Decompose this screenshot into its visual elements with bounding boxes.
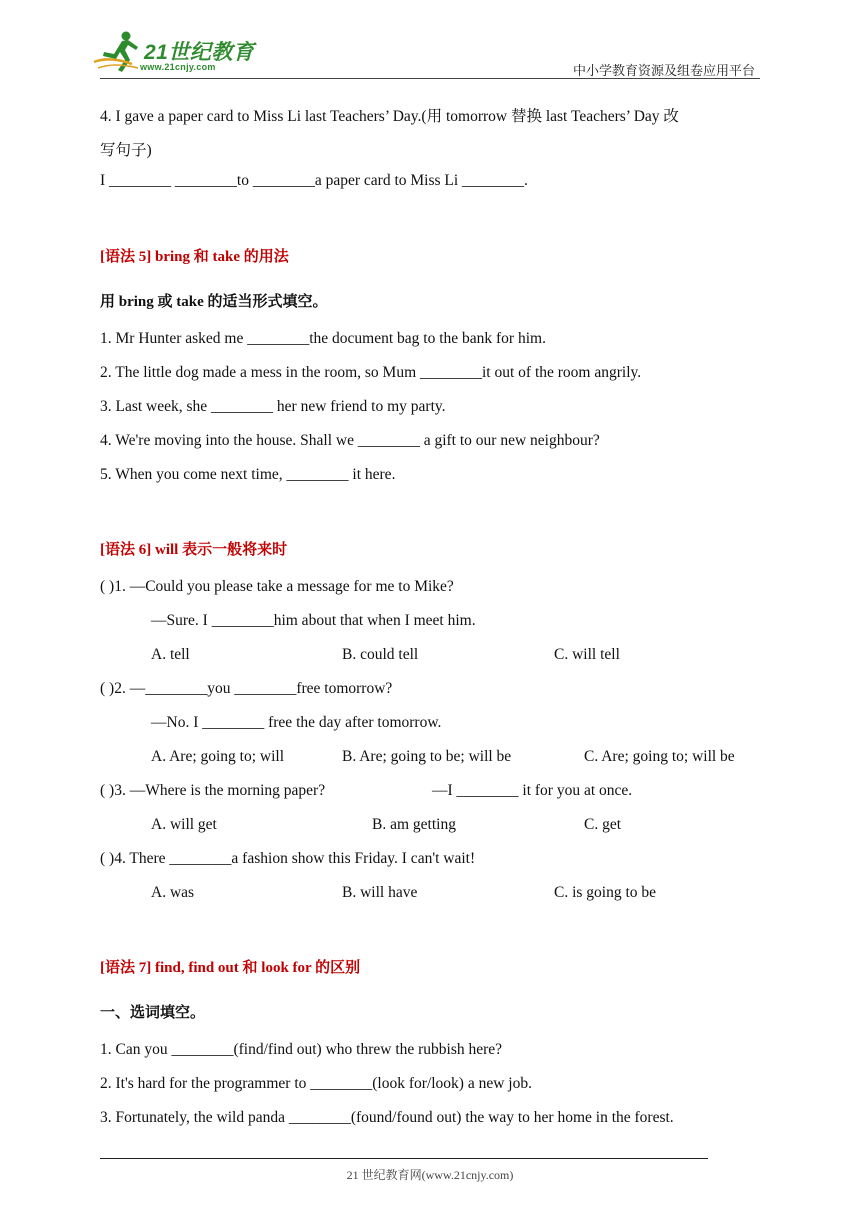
section-6-q4-option-a: A. was (151, 884, 195, 901)
section-5-item: 2. The little dog made a mess in the room, so Mum ________it out of the room angrily. (100, 364, 642, 381)
page-header (0, 0, 860, 82)
section-7-instruction: 一、选词填空。 (100, 1005, 206, 1021)
section-6-q2-option-b: B. Are; going to be; will be (342, 748, 512, 765)
section-6-q3-stem: ( )3. —Where is the morning paper? (100, 782, 326, 799)
question-4-answer: I ________ ________to ________a paper card to Miss Li ________. (100, 172, 528, 189)
section-6-q1-option-b: B. could tell (342, 646, 419, 663)
section-6-q2-reply: —No. I ________ free the day after tomorrow. (151, 714, 442, 731)
question-4-line-2: 写句子) (100, 142, 152, 159)
site-logo (92, 30, 262, 78)
section-6-q2-stem: ( )2. —________you ________free tomorrow? (100, 680, 393, 697)
section-7-item: 3. Fortunately, the wild panda ________(found/found out) the way to her home in the forest. (100, 1109, 674, 1126)
section-5-item: 3. Last week, she ________ her new friend to my party. (100, 398, 446, 415)
section-6-q4-option-b: B. will have (342, 884, 418, 901)
logo-url-text: www.21cnjy.com (140, 62, 216, 72)
section-7-item: 1. Can you ________(find/find out) who threw the rubbish here? (100, 1041, 503, 1058)
section-6-q3-option-c: C. get (584, 816, 622, 833)
section-6-q3-option-b: B. am getting (372, 816, 456, 833)
section-6-q1-option-a: A. tell (151, 646, 190, 663)
section-6-q2-option-c: C. Are; going to; will be (584, 748, 735, 765)
section-6-heading: [语法 6] will 表示一般将来时 (100, 542, 288, 558)
section-7-heading: [语法 7] find, find out 和 look for 的区别 (100, 960, 361, 976)
section-6-q2-option-a: A. Are; going to; will (151, 748, 285, 765)
section-6-q4-option-c: C. is going to be (554, 884, 657, 901)
section-6-q1-option-c: C. will tell (554, 646, 620, 663)
runner-logo-icon (92, 30, 144, 74)
section-5-item: 4. We're moving into the house. Shall we ________ a gift to our new neighbour? (100, 432, 600, 449)
section-5-item: 1. Mr Hunter asked me ________the document bag to the bank for him. (100, 330, 546, 347)
section-6-q1-reply: —Sure. I ________him about that when I meet him. (151, 612, 476, 629)
header-platform-text: 中小学教育资源及组卷应用平台 (572, 63, 755, 78)
question-4-line-1: 4. I gave a paper card to Miss Li last Teachers’ Day.(用 tomorrow 替换 last Teachers’ Day 改 (100, 108, 679, 125)
section-6-q4-stem: ( )4. There ________a fashion show this Friday. I can't wait! (100, 850, 476, 867)
section-7-item: 2. It's hard for the programmer to ________(look for/look) a new job. (100, 1075, 532, 1092)
page-footer: 21 世纪教育网(www.21cnjy.com) (346, 1168, 514, 1182)
section-6-q3-stem-reply: —I ________ it for you at once. (432, 782, 633, 799)
logo-brand-text: 21世纪教育 (144, 41, 255, 64)
section-5-heading: [语法 5] bring 和 take 的用法 (100, 249, 289, 265)
section-6-q1-stem: ( )1. —Could you please take a message for me to Mike? (100, 578, 454, 595)
section-5-instruction: 用 bring 或 take 的适当形式填空。 (100, 294, 328, 310)
section-6-q3-option-a: A. will get (151, 816, 217, 833)
footer-divider (100, 1158, 708, 1159)
section-5-item: 5. When you come next time, ________ it here. (100, 466, 396, 483)
header-divider (100, 78, 760, 79)
